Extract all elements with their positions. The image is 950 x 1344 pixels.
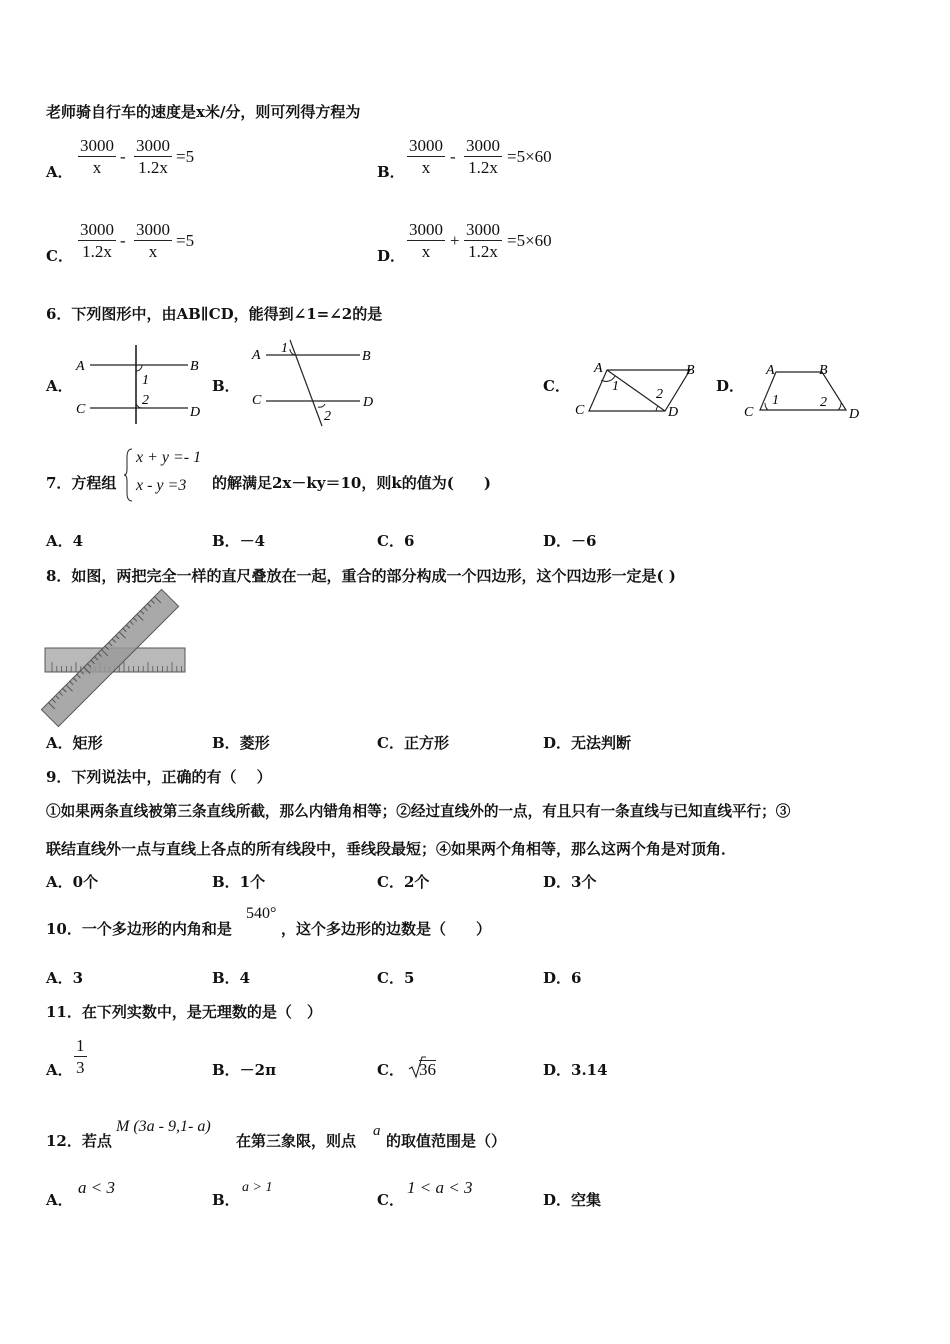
q10-option-b: B．4 <box>212 969 251 987</box>
q6-option-c-label: C． <box>543 377 570 395</box>
q12-option-c-label: C． <box>377 1191 404 1209</box>
q12-mid: 在第三象限，则点 <box>236 1132 357 1150</box>
q5-c-frac1: $\frac{3000}{1.2x}$ <box>80 220 114 261</box>
q11-c-radicand: 36 <box>419 1060 436 1079</box>
q5-a-rhs: =5 <box>176 147 195 166</box>
q5-d-op: + <box>450 231 460 250</box>
q6-figure-a <box>70 340 210 430</box>
q11-option-c-label: C． <box>377 1061 404 1079</box>
q10-suffix: ，这个多边形的边数是（ ） <box>281 920 492 938</box>
fig-d-label-a: A <box>766 363 775 378</box>
q7-option-a: A．4 <box>46 532 84 550</box>
q5-a-frac1: $\frac{3000}{x}$ <box>80 136 114 177</box>
fig-d-angle-2: 2 <box>820 395 827 410</box>
fig-d-angle-1: 1 <box>772 393 779 408</box>
q12-option-a-label: A． <box>46 1191 73 1209</box>
q5-b-rhs: =5×60 <box>507 147 552 166</box>
q6-option-a-label: A． <box>46 377 73 395</box>
q9-stem: 9．下列说法中，正确的有（ ） <box>46 768 272 786</box>
q12-option-c-math: 1 < a < 3 <box>407 1178 473 1197</box>
fig-c-angle-1: 1 <box>612 379 619 394</box>
q5-d-frac2: $\frac{3000}{1.2x}$ <box>466 220 500 261</box>
intro-line: 老师骑自行车的速度是x米/分，则可列得方程为 <box>46 103 361 121</box>
q7-brace <box>124 447 134 503</box>
fig-b-label-d: D <box>363 395 374 410</box>
fig-d-label-b: B <box>819 363 828 378</box>
q11-a-fraction: $\frac{1}{3}$ <box>76 1036 85 1077</box>
q5-option-d-label: D． <box>377 247 406 265</box>
q7-option-d: D．－6 <box>543 532 597 550</box>
fig-c-label-b: B <box>686 363 695 378</box>
q5-d-rhs: =5×60 <box>507 231 552 250</box>
q11-option-b: B．－2π <box>212 1061 277 1079</box>
q7-option-b: B．－4 <box>212 532 266 550</box>
q6-option-d-label: D． <box>716 377 745 395</box>
fig-a-label-d: D <box>190 405 201 420</box>
fig-a-angle-2: 2 <box>142 393 149 408</box>
fig-b-angle-1: 1 <box>281 341 288 356</box>
q6-figure-b <box>248 338 388 430</box>
q12-option-b-label: B． <box>212 1191 240 1209</box>
q8-option-b: B．菱形 <box>212 734 270 752</box>
q9-line1: ①如果两条直线被第三条直线所截，那么内错角相等；②经过直线外的一点，有且只有一条直线与已知直线平行；③ <box>46 803 791 820</box>
q7-eq2: x - y =3 <box>136 477 187 494</box>
q12-option-b-math: a > 1 <box>242 1180 273 1195</box>
q8-option-a: A．矩形 <box>46 734 103 752</box>
q5-option-b-label: B． <box>377 163 405 181</box>
q8-stem: 8．如图，两把完全一样的直尺叠放在一起，重合的部分构成一个四边形，这个四边形一定是( ) <box>46 567 676 585</box>
q10-prefix: 10．一个多边形的内角和是 <box>46 920 232 938</box>
fig-a-label-b: B <box>190 359 199 374</box>
q5-option-c-label: C． <box>46 247 73 265</box>
q5-c-rhs: =5 <box>176 231 195 250</box>
q12-option-a-math: a < 3 <box>78 1178 115 1197</box>
q10-option-d: D．6 <box>543 969 582 987</box>
fig-c-label-d: D <box>668 405 679 420</box>
q12-var: a <box>373 1123 381 1139</box>
fig-b-angle-2: 2 <box>324 409 331 424</box>
fig-b-label-b: B <box>362 349 371 364</box>
q11-option-a-label: A． <box>46 1061 73 1079</box>
q9-line2: 联结直线外一点与直线上各点的所有线段中，垂线段最短；④如果两个角相等，那么这两个角是对顶角． <box>46 840 737 858</box>
q6-figure-c <box>572 358 707 426</box>
q9-option-b: B．1个 <box>212 873 266 891</box>
q10-option-a: A．3 <box>46 969 84 987</box>
q6-option-b-label: B． <box>212 377 240 395</box>
q7-suffix: 的解满足2x－ky＝10，则k的值为( ) <box>212 474 491 492</box>
q10-option-c: C．5 <box>377 969 415 987</box>
fig-c-label-c: C <box>575 403 585 418</box>
q12-prefix: 12．若点 <box>46 1132 112 1150</box>
q5-b-frac2: $\frac{3000}{1.2x}$ <box>466 136 500 177</box>
fig-a-label-a: A <box>76 359 85 374</box>
q8-option-c: C．正方形 <box>377 734 449 752</box>
fig-d-label-c: C <box>744 405 754 420</box>
q12-suffix: 的取值范围是（） <box>386 1132 507 1150</box>
q5-a-op: - <box>120 147 126 166</box>
q8-rulers-figure <box>44 596 189 722</box>
q9-option-a: A．0个 <box>46 873 99 891</box>
fig-b-label-c: C <box>252 393 262 408</box>
q5-c-op: - <box>120 231 126 250</box>
q8-option-d: D．无法判断 <box>543 734 632 752</box>
q5-b-frac1: $\frac{3000}{x}$ <box>409 136 443 177</box>
q7-option-c: C．6 <box>377 532 415 550</box>
q9-option-d: D．3个 <box>543 873 597 891</box>
q6-figure-d <box>740 358 870 426</box>
q5-c-frac2: $\frac{3000}{x}$ <box>136 220 170 261</box>
q12-option-d: D．空集 <box>543 1191 602 1209</box>
q5-option-a-label: A． <box>46 163 73 181</box>
fig-a-angle-1: 1 <box>142 373 149 388</box>
fig-d-label-d: D <box>849 407 860 422</box>
q11-stem: 11．在下列实数中，是无理数的是（ ） <box>46 1003 322 1021</box>
fig-b-label-a: A <box>252 348 261 363</box>
fig-a-label-c: C <box>76 402 86 417</box>
q6-stem: 6．下列图形中，由AB∥CD，能得到∠1=∠2的是 <box>46 305 383 323</box>
q9-option-c: C．2个 <box>377 873 430 891</box>
q12-point: M (3a - 9,1- a) <box>116 1118 211 1135</box>
q5-b-op: - <box>450 147 456 166</box>
fig-c-label-a: A <box>594 361 603 376</box>
q11-option-d: D．3.14 <box>543 1061 608 1079</box>
fig-c-angle-2: 2 <box>656 387 663 402</box>
q5-a-frac2: $\frac{3000}{1.2x}$ <box>136 136 170 177</box>
q5-d-frac1: $\frac{3000}{x}$ <box>409 220 443 261</box>
q10-angle: 540° <box>246 905 277 922</box>
q7-eq1: x + y =- 1 <box>136 449 202 466</box>
q7-prefix: 7．方程组 <box>46 474 117 492</box>
